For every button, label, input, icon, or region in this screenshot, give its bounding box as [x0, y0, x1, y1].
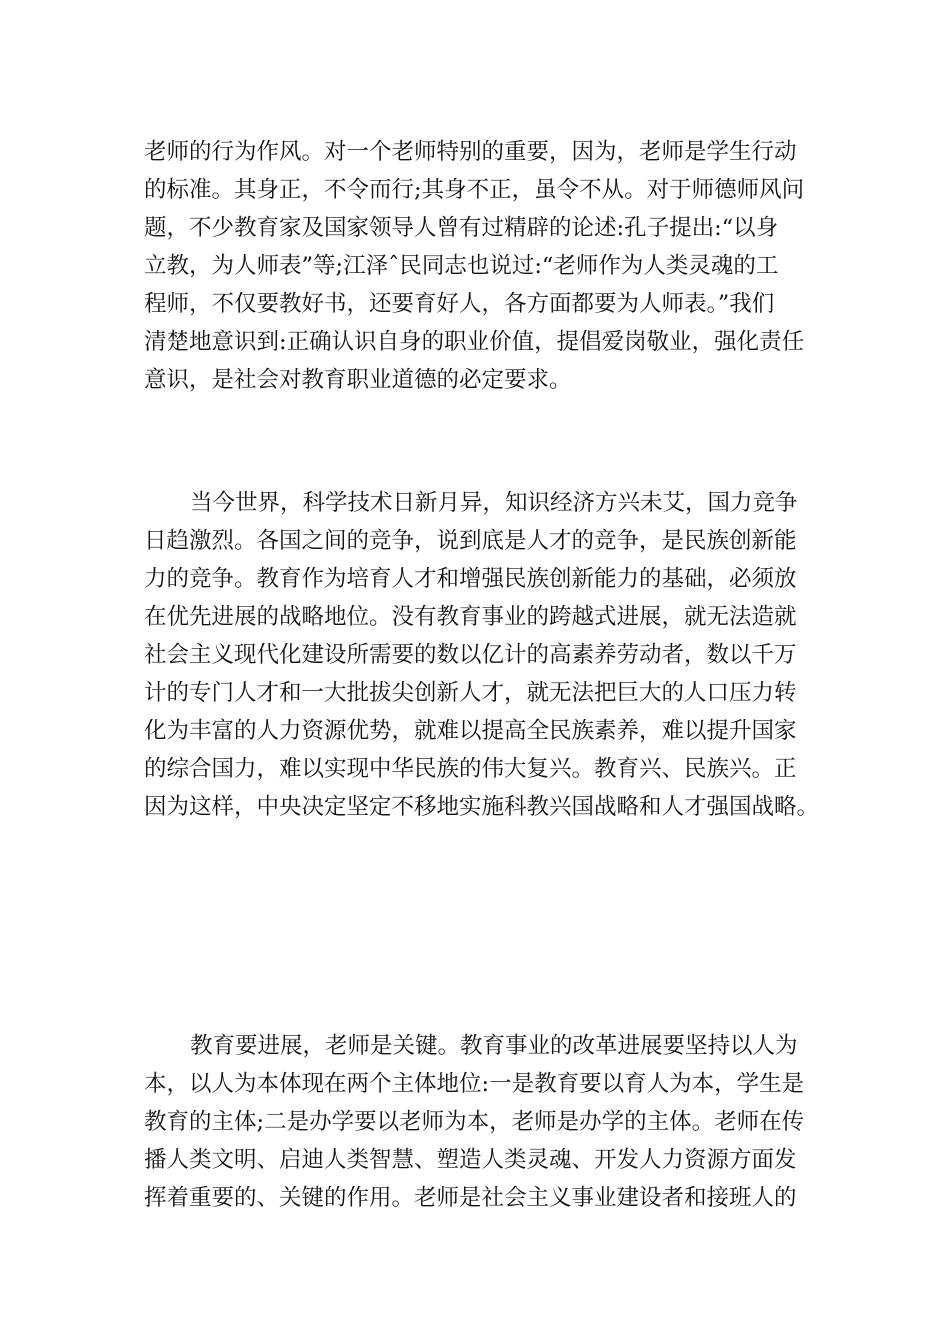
paragraph-teacher-key: [144, 1027, 824, 1217]
paragraph-first-line: 教育要进展，老师是关键。教育事业的改革进展要坚持以人为: [190, 1033, 798, 1059]
paragraph-line: 化为丰富的人力资源优势，就难以提高全民族素养，难以提升国家: [144, 718, 797, 744]
paragraph-line: 程师，不仅要教好书，还要育好人，各方面都要为人师表。”我们: [144, 291, 775, 317]
paragraph-line: 在优先进展的战略地位。没有教育事业的跨越式进展，就无法造就: [144, 604, 797, 630]
paragraph-line: 教育的主体;二是办学要以老师为本，老师是办学的主体。老师在传: [144, 1109, 805, 1135]
paragraph-line: 社会主义现代化建设所需要的数以亿计的高素养劳动者，数以千万: [144, 642, 797, 668]
paragraph-line: 播人类文明、启迪人类智慧、塑造人类灵魂、开发人力资源方面发: [144, 1147, 797, 1173]
paragraph-teacher-conduct: [144, 133, 824, 399]
paragraph-line: 清楚地意识到:正确认识自身的职业价值，提倡爱岗敬业，强化责任: [144, 329, 805, 355]
paragraph-line: 题，不少教育家及国家领导人曾有过精辟的论述:孔子提出:“以身: [144, 215, 779, 241]
paragraph-line: 的标准。其身正，不令而行;其身不正，虽令不从。对于师德师风问: [144, 177, 805, 203]
paragraph-line: 立教，为人师表”等;江泽ˆ民同志也说过:“老师作为人类灵魂的工: [144, 253, 779, 279]
paragraph-world-competition: [144, 484, 824, 826]
paragraph-line: 意识，是社会对教育职业道德的必定要求。: [144, 367, 572, 393]
paragraph-line: 力的竞争。教育作为培育人才和增强民族创新能力的基础，必须放: [144, 566, 797, 592]
paragraph-line: 的综合国力，难以实现中华民族的伟大复兴。教育兴、民族兴。正: [144, 756, 797, 782]
paragraph-line: 老师的行为作风。对一个老师特别的重要，因为，老师是学生行动: [144, 139, 797, 165]
paragraph-first-line: 当今世界，科学技术日新月异，知识经济方兴未艾，国力竞争: [190, 490, 798, 516]
paragraph-line: 因为这样，中央决定坚定不移地实施科教兴国战略和人才强国战略。: [144, 794, 820, 820]
paragraph-line: 本，以人为本体现在两个主体地位:一是教育要以育人为本，学生是: [144, 1071, 805, 1097]
paragraph-line: 日趋激烈。各国之间的竞争，说到底是人才的竞争，是民族创新能: [144, 528, 797, 554]
paragraph-line: 挥着重要的、关键的作用。老师是社会主义事业建设者和接班人的: [144, 1185, 797, 1211]
paragraph-line: 计的专门人才和一大批拔尖创新人才，就无法把巨大的人口压力转: [144, 680, 797, 706]
